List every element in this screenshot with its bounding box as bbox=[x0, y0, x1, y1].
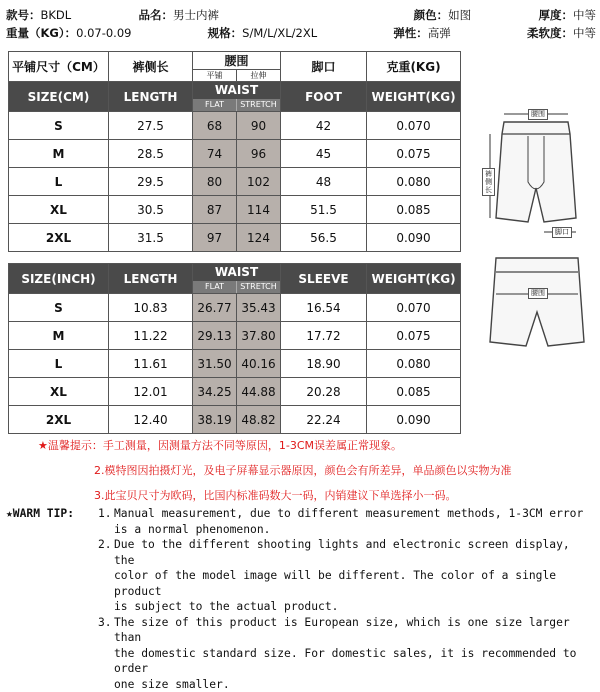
table-row bbox=[9, 350, 461, 378]
size-cell: L bbox=[9, 350, 109, 378]
sleeve-cell: 20.28 bbox=[281, 378, 367, 406]
warm-tip-item bbox=[6, 537, 596, 615]
size-cell: XL bbox=[9, 196, 109, 224]
foot-dim-label: 脚口 bbox=[552, 227, 572, 238]
length-cell: 12.40 bbox=[109, 406, 193, 434]
flat-cell: 80 bbox=[193, 168, 237, 196]
weight-cell: 0.090 bbox=[367, 224, 461, 252]
stretch-cell: 114 bbox=[237, 196, 281, 224]
length-header: LENGTH bbox=[109, 82, 193, 112]
sleeve-cell: 16.54 bbox=[281, 294, 367, 322]
waist-dim-label: 腰围 bbox=[528, 109, 548, 120]
cm-cn-header-row bbox=[9, 52, 461, 82]
length-cell: 28.5 bbox=[109, 140, 193, 168]
waist-header: WAIST FLAT STRETCH bbox=[193, 82, 281, 112]
table-row bbox=[9, 322, 461, 350]
length-dim-label: 裤侧长 bbox=[482, 168, 495, 196]
specs: 规格：S/M/L/XL/2XL bbox=[208, 24, 318, 42]
info-row-2 bbox=[6, 24, 596, 42]
warm-tip-label: ★WARM TIP: bbox=[6, 506, 98, 537]
flat-cell: 87 bbox=[193, 196, 237, 224]
foot-header: FOOT bbox=[281, 82, 367, 112]
size-header: SIZE(CM) bbox=[9, 82, 109, 112]
stretch-cell: 48.82 bbox=[237, 406, 281, 434]
sleeve-header: SLEEVE bbox=[281, 264, 367, 294]
weight-header: WEIGHT(KG) bbox=[367, 82, 461, 112]
length-cell: 29.5 bbox=[109, 168, 193, 196]
sleeve-cell: 17.72 bbox=[281, 322, 367, 350]
length-header: LENGTH bbox=[109, 264, 193, 294]
flat-cell: 29.13 bbox=[193, 322, 237, 350]
table-row bbox=[9, 140, 461, 168]
weight-cell: 0.090 bbox=[367, 406, 461, 434]
color: 颜色：如图 bbox=[414, 6, 472, 24]
tip-number: 3. bbox=[98, 615, 114, 692]
table-row bbox=[9, 112, 461, 140]
cn-foot-header: 脚口 bbox=[281, 52, 367, 82]
length-cell: 30.5 bbox=[109, 196, 193, 224]
stretch-cell: 96 bbox=[237, 140, 281, 168]
tip-number: 1. bbox=[98, 506, 114, 537]
size-header: SIZE(INCH) bbox=[9, 264, 109, 294]
tip-text: Due to the different shooting lights and electronic screen display, the color of the model image will be different. The color of a single product is subject to the actual product. bbox=[114, 537, 596, 615]
thickness: 厚度：中等 bbox=[538, 6, 596, 24]
size-cell: M bbox=[9, 322, 109, 350]
length-cell: 31.5 bbox=[109, 224, 193, 252]
foot-cell: 56.5 bbox=[281, 224, 367, 252]
cn-size-header: 平铺尺寸（CM） bbox=[9, 52, 109, 82]
note-cn-2: 2.模特图因拍摄灯光，及电子屏幕显示器原因，颜色会有所差异，单品颜色以实物为准 bbox=[94, 462, 512, 478]
tip-text: The size of this product is European size, which is one size larger than the domestic standard size. For domestic sales, it is recommended to order one size smaller. bbox=[114, 615, 596, 692]
warm-tip-item bbox=[6, 506, 596, 537]
warm-tip-item bbox=[6, 615, 596, 692]
back-boxer-drawing bbox=[482, 254, 592, 354]
length-cell: 10.83 bbox=[109, 294, 193, 322]
weight-cell: 0.070 bbox=[367, 112, 461, 140]
weight-cell: 0.075 bbox=[367, 322, 461, 350]
stretch-cell: 44.88 bbox=[237, 378, 281, 406]
softness: 柔软度：中等 bbox=[527, 24, 596, 42]
size-cell: L bbox=[9, 168, 109, 196]
length-cell: 12.01 bbox=[109, 378, 193, 406]
flat-cell: 74 bbox=[193, 140, 237, 168]
product-name: 品名：男士内裤 bbox=[139, 6, 220, 24]
sleeve-cell: 22.24 bbox=[281, 406, 367, 434]
stretch-cell: 124 bbox=[237, 224, 281, 252]
weight-range: 重量（KG）：0.07-0.09 bbox=[6, 24, 131, 42]
weight-cell: 0.080 bbox=[367, 168, 461, 196]
stretch-cell: 35.43 bbox=[237, 294, 281, 322]
stretch-cell: 102 bbox=[237, 168, 281, 196]
cm-size-table bbox=[8, 51, 461, 252]
flat-cell: 97 bbox=[193, 224, 237, 252]
table-row bbox=[9, 168, 461, 196]
sleeve-cell: 18.90 bbox=[281, 350, 367, 378]
stretch-cell: 40.16 bbox=[237, 350, 281, 378]
info-row-1 bbox=[6, 6, 596, 24]
cn-waist-header: 腰围 平铺 拉伸 bbox=[193, 52, 281, 82]
cn-length-header: 裤侧长 bbox=[109, 52, 193, 82]
flat-cell: 68 bbox=[193, 112, 237, 140]
flat-cell: 34.25 bbox=[193, 378, 237, 406]
back-waist-dim-label: 腰围 bbox=[528, 288, 548, 299]
cm-en-header-row bbox=[9, 82, 461, 112]
weight-cell: 0.085 bbox=[367, 378, 461, 406]
table-row bbox=[9, 224, 461, 252]
elasticity: 弹性：高弹 bbox=[393, 24, 451, 42]
size-cell: S bbox=[9, 294, 109, 322]
size-cell: S bbox=[9, 112, 109, 140]
product-info bbox=[6, 6, 596, 42]
length-cell: 11.22 bbox=[109, 322, 193, 350]
note-cn-3: 3.此宝贝尺寸为欧码，比国内标准码数大一码，内销建议下单选择小一码。 bbox=[94, 487, 457, 503]
inch-size-table bbox=[8, 263, 461, 434]
table-row bbox=[9, 294, 461, 322]
foot-cell: 48 bbox=[281, 168, 367, 196]
tip-number: 2. bbox=[98, 537, 114, 615]
size-cell: 2XL bbox=[9, 406, 109, 434]
size-cell: XL bbox=[9, 378, 109, 406]
weight-cell: 0.070 bbox=[367, 294, 461, 322]
stretch-cell: 37.80 bbox=[237, 322, 281, 350]
flat-cell: 26.77 bbox=[193, 294, 237, 322]
flat-cell: 31.50 bbox=[193, 350, 237, 378]
inch-en-header-row bbox=[9, 264, 461, 294]
table-row bbox=[9, 196, 461, 224]
table-row bbox=[9, 406, 461, 434]
style-no: 款号：BKDL bbox=[6, 6, 71, 24]
weight-cell: 0.080 bbox=[367, 350, 461, 378]
flat-cell: 38.19 bbox=[193, 406, 237, 434]
cn-weight-header: 克重(KG) bbox=[367, 52, 461, 82]
note-cn-1: ★温馨提示：手工测量，因测量方法不同等原因，1-3CM误差属正常现象。 bbox=[38, 437, 402, 453]
tip-text: Manual measurement, due to different measurement methods, 1-3CM error is a normal phenomenon. bbox=[114, 506, 596, 537]
table-row bbox=[9, 378, 461, 406]
weight-cell: 0.075 bbox=[367, 140, 461, 168]
back-boxer-sketch bbox=[482, 254, 592, 354]
stretch-cell: 90 bbox=[237, 112, 281, 140]
foot-cell: 42 bbox=[281, 112, 367, 140]
waist-header: WAIST FLAT STRETCH bbox=[193, 264, 281, 294]
length-cell: 27.5 bbox=[109, 112, 193, 140]
front-boxer-sketch bbox=[476, 100, 596, 250]
weight-header: WEIGHT(KG) bbox=[367, 264, 461, 294]
foot-cell: 45 bbox=[281, 140, 367, 168]
foot-cell: 51.5 bbox=[281, 196, 367, 224]
length-cell: 11.61 bbox=[109, 350, 193, 378]
size-cell: M bbox=[9, 140, 109, 168]
size-cell: 2XL bbox=[9, 224, 109, 252]
weight-cell: 0.085 bbox=[367, 196, 461, 224]
warm-tip bbox=[6, 506, 596, 692]
